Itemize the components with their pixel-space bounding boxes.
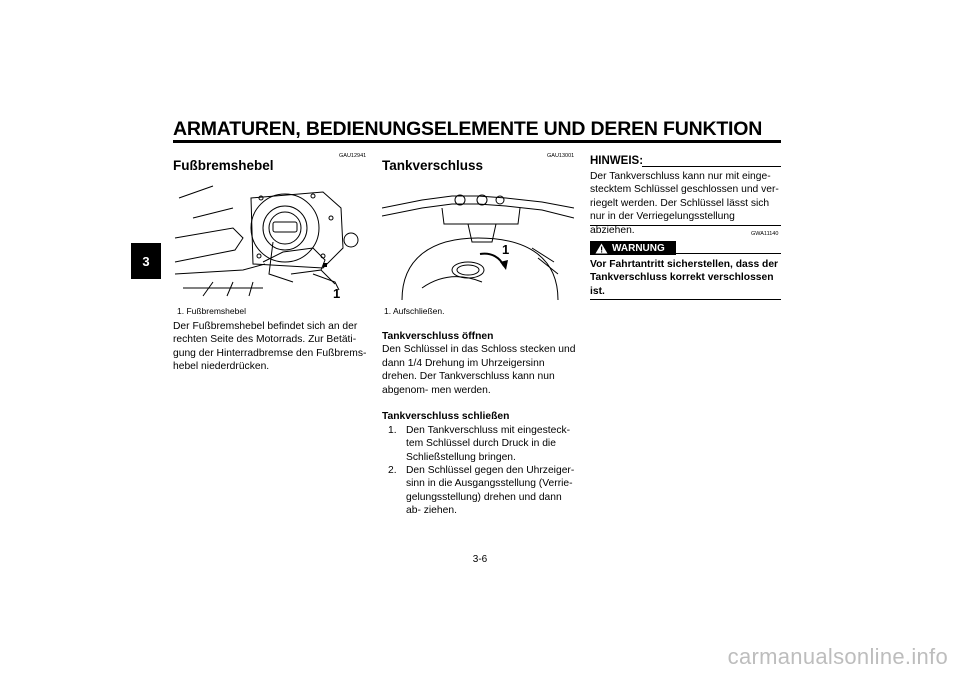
section-heading-fuel-cap: Tankverschluss <box>382 158 484 173</box>
section-code: GAU13001 <box>547 153 575 159</box>
list-number: 2. <box>388 465 397 477</box>
chapter-tab: 3 <box>131 243 161 279</box>
hint-end-rule <box>590 225 781 226</box>
brake-pedal-figure <box>173 178 365 300</box>
page-title: ARMATUREN, BEDIENUNGSELEMENTE UND DEREN FUNKTION <box>173 118 763 140</box>
section-code: GAU12941 <box>339 153 367 159</box>
figure-caption: 1. Fußbremshebel <box>177 306 246 316</box>
list-text: Den Tankverschluss mit eingesteck- tem Schlüssel durch Druck in die Schließstellung bringen. <box>406 424 571 463</box>
list-text: Den Schlüssel gegen den Uhrzeiger- sinn in die Ausgangsstellung (Verrie- gelungsstellung) drehen und dann ab- ziehen. <box>406 465 575 517</box>
warning-badge <box>590 241 676 255</box>
list-number: 1. <box>388 424 397 436</box>
hint-rule <box>642 166 781 167</box>
header-rule <box>173 140 781 143</box>
figure-caption: 1. Aufschließen. <box>384 306 445 316</box>
subheading-open: Tankverschluss öffnen <box>382 331 494 342</box>
warning-rule <box>676 253 781 254</box>
figure-callout: 1 <box>333 286 341 300</box>
section-heading-brake-pedal: Fußbremshebel <box>173 158 274 173</box>
fuel-cap-text <box>382 330 578 518</box>
figure-callout: 1 <box>502 242 510 257</box>
fuel-cap-figure <box>382 178 574 300</box>
brake-pedal-description: Der Fußbremshebel befindet sich an der rechten Seite des Motorrads. Zur Betäti- gung der Hinterradbremse den Fußbrems- hebel niederdrücken. <box>173 321 367 373</box>
page-number: 3-6 <box>472 554 488 565</box>
warning-text: Vor Fahrtantritt sicherstellen, dass der Tankverschluss korrekt verschlossen ist. <box>590 259 779 297</box>
hint-text: Der Tankverschluss kann nur mit einge- stecktem Schlüssel geschlossen und ver- riegelt werden. Der Schlüssel lässt sich nur in der Verriegelungsstellung abziehen. <box>590 171 779 236</box>
warning-label: WARNUNG <box>612 242 665 254</box>
subheading-close: Tankverschluss schließen <box>382 411 510 423</box>
list-item <box>382 424 578 464</box>
watermark: carmanualsonline.info <box>727 644 948 669</box>
open-instructions: Den Schlüssel in das Schloss stecken und dann 1/4 Drehung im Uhrzeigersinn drehen. Der Tankverschluss kann nun abgenom- men werden. <box>382 344 576 396</box>
warning-code: GWA11140 <box>751 231 779 237</box>
warning-end-rule <box>590 299 781 300</box>
warning-triangle-icon <box>590 243 612 254</box>
list-item <box>382 464 578 518</box>
hint-label: HINWEIS: <box>590 155 644 167</box>
